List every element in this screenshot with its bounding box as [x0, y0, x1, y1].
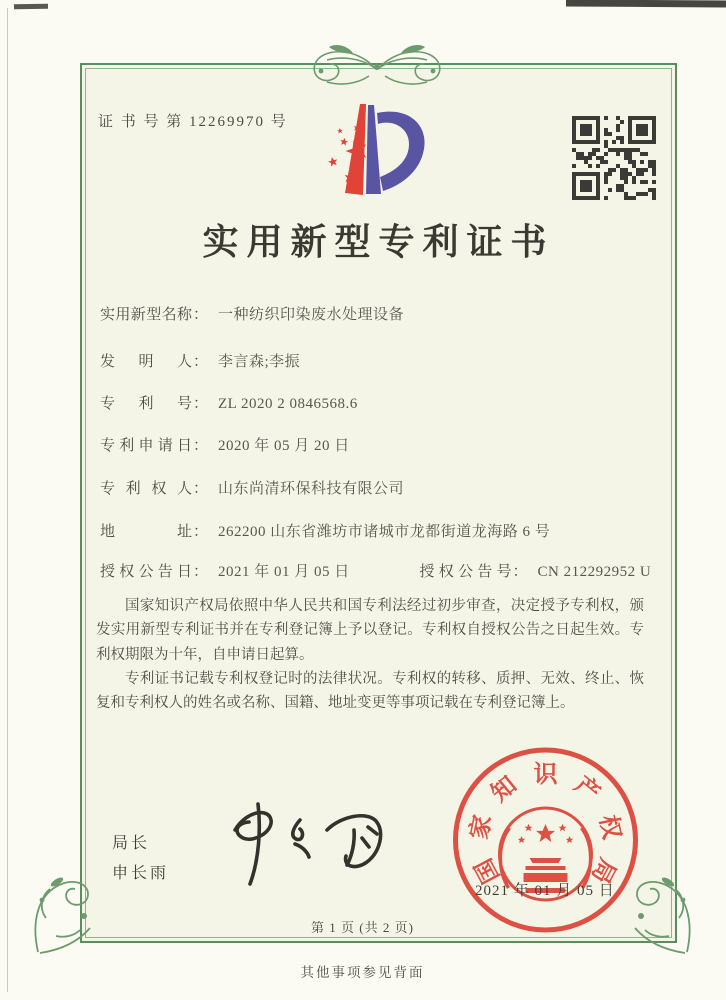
field-label: 专利权人 [100, 481, 192, 497]
svg-text:局: 局 [585, 853, 621, 888]
field-colon: ： [193, 307, 209, 323]
legal-paragraph-1: 国家知识产权局依照中华人民共和国专利法经过初步审查，决定授予专利权，颁发实用新型专利证书并在专利登记簿上予以登记。专利权自授权公告之日起生效。专利权期限为十年，自申请日起算。 [96, 598, 644, 663]
svg-text:识: 识 [533, 762, 558, 788]
field-row-filing-date [100, 434, 350, 455]
certificate-number: 证 书 号 第 12269970 号 [98, 114, 288, 130]
field-value: 2021 年 01 月 05 日 [218, 564, 350, 580]
field-row-patent-number [100, 392, 358, 413]
scan-artifact [14, 4, 48, 10]
field-colon: ： [512, 564, 528, 580]
svg-text:家: 家 [466, 812, 497, 842]
back-side-note: 其他事项参见背面 [300, 965, 425, 980]
field-label: 实用新型名称 [100, 307, 192, 323]
field-label: 专利号 [100, 396, 192, 412]
svg-text:权: 权 [594, 812, 625, 842]
field-row-grant-info [100, 560, 651, 581]
page-indicator: 第 1 页 (共 2 页) [311, 920, 414, 935]
field-value: 山东尚清环保科技有限公司 [218, 481, 405, 497]
field-label: 地址 [100, 524, 192, 540]
field-value: ZL 2020 2 0846568.6 [218, 396, 358, 412]
field-label: 授权公告号 [419, 564, 512, 580]
svg-text:国: 国 [470, 853, 506, 888]
field-label: 发明人 [100, 354, 192, 370]
field-value: 一种纺织印染废水处理设备 [218, 307, 405, 323]
border-ornament-top-icon [257, 38, 497, 96]
scan-artifact [7, 8, 8, 992]
svg-text:产: 产 [569, 772, 605, 808]
signer-name: 申长雨 [112, 865, 170, 882]
field-colon: ： [193, 354, 209, 370]
field-colon: ： [193, 524, 209, 540]
field-value: CN 212292952 U [537, 564, 652, 580]
field-colon: ： [193, 438, 209, 454]
field-label: 专利申请日 [100, 438, 192, 454]
scan-artifact [566, 0, 726, 8]
field-row-utility-model-name [100, 303, 404, 324]
border-ornament-bottom-left-icon [26, 856, 121, 956]
certificate-title: 实用新型专利证书 [202, 222, 555, 262]
field-label: 授权公告日 [100, 564, 192, 580]
field-row-patentee [100, 477, 404, 498]
field-value: 2020 年 05 月 20 日 [218, 438, 350, 454]
field-colon: ： [193, 396, 209, 412]
director-signature-handwriting [205, 798, 405, 893]
qr-code [572, 116, 656, 200]
field-colon: ： [193, 481, 209, 497]
field-group-grant-number [420, 564, 652, 580]
legal-paragraph-2: 专利证书记载专利权登记时的法律状况。专利权的转移、质押、无效、终止、恢复和专利权人的姓名或名称、国籍、地址变更等事项记载在专利登记簿上。 [96, 671, 644, 712]
signer-title: 局长 [112, 835, 151, 852]
field-row-inventors [100, 350, 300, 371]
svg-text:知: 知 [486, 772, 522, 808]
field-row-address [100, 520, 550, 541]
cnipa-logo-icon [300, 98, 445, 210]
field-value: 262200 山东省潍坊市诸城市龙都街道龙海路 6 号 [218, 524, 551, 540]
seal-date: 2021 年 01 月 05 日 [475, 883, 615, 899]
field-value: 李言森;李振 [218, 354, 301, 370]
cnipa-round-seal [443, 742, 648, 937]
field-colon: ： [193, 564, 209, 580]
field-group-grant-date [100, 564, 354, 580]
legal-text-block [96, 594, 644, 716]
